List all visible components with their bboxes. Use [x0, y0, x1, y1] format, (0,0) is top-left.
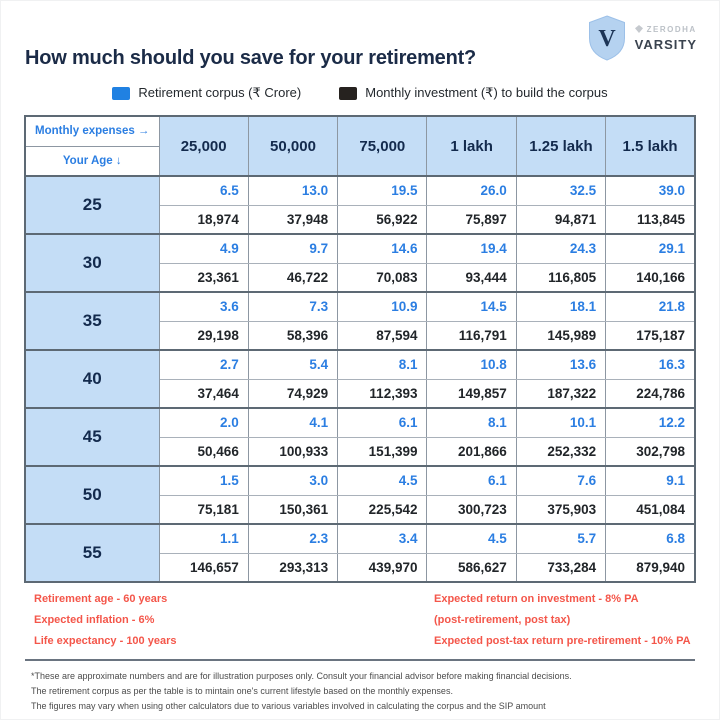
investment-value: 201,866	[427, 437, 516, 466]
corpus-value: 6.5	[159, 176, 248, 205]
investment-value: 37,948	[248, 205, 337, 234]
table-row	[25, 292, 695, 321]
corpus-value: 8.1	[338, 350, 427, 379]
page-title: How much should you save for your retirement?	[25, 47, 477, 69]
corpus-value: 21.8	[606, 292, 695, 321]
product-name: VARSITY	[634, 36, 697, 52]
column-header: 75,000	[338, 116, 427, 176]
assumptions	[34, 593, 693, 656]
corpus-value: 4.5	[338, 466, 427, 495]
column-header: 1.5 lakh	[606, 116, 695, 176]
investment-value: 586,627	[427, 553, 516, 582]
corpus-value: 2.0	[159, 408, 248, 437]
corpus-value: 1.1	[159, 524, 248, 553]
corpus-value: 5.4	[248, 350, 337, 379]
corpus-value: 13.6	[516, 350, 605, 379]
table-row	[25, 524, 695, 553]
corpus-value: 3.0	[248, 466, 337, 495]
age-cell: 50	[25, 466, 159, 524]
age-cell: 40	[25, 350, 159, 408]
assumption-item: (post-retirement, post tax)	[434, 614, 571, 626]
age-cell: 45	[25, 408, 159, 466]
age-cell: 55	[25, 524, 159, 582]
corpus-value: 2.3	[248, 524, 337, 553]
corpus-value: 26.0	[427, 176, 516, 205]
column-header: 50,000	[248, 116, 337, 176]
assumption-item: Retirement age - 60 years	[34, 593, 168, 605]
investment-value: 18,974	[159, 205, 248, 234]
investment-value: 37,464	[159, 379, 248, 408]
corpus-value: 19.5	[338, 176, 427, 205]
investment-value: 116,791	[427, 321, 516, 350]
corpus-value: 14.5	[427, 292, 516, 321]
investment-value: 451,084	[606, 495, 695, 524]
investment-value: 93,444	[427, 263, 516, 292]
varsity-shield-icon	[587, 15, 627, 61]
corpus-value: 10.9	[338, 292, 427, 321]
investment-value: 733,284	[516, 553, 605, 582]
footnote-item: The retirement corpus as per the table is to mintain one's current lifestyle based on the monthly expenses.	[31, 686, 453, 696]
corpus-value: 18.1	[516, 292, 605, 321]
column-header: 1 lakh	[427, 116, 516, 176]
your-age-label: Your Age ↓	[62, 154, 122, 167]
investment-swatch-icon	[339, 87, 357, 100]
investment-value: 113,845	[606, 205, 695, 234]
table-row	[25, 466, 695, 495]
corpus-value: 24.3	[516, 234, 605, 263]
investment-value: 56,922	[338, 205, 427, 234]
corpus-value: 9.7	[248, 234, 337, 263]
column-header: 1.25 lakh	[516, 116, 605, 176]
corpus-value: 8.1	[427, 408, 516, 437]
investment-value: 150,361	[248, 495, 337, 524]
corpus-value: 4.9	[159, 234, 248, 263]
assumptions-right	[434, 593, 691, 656]
brand-name: ZERODHA	[646, 24, 697, 34]
corpus-legend-label: Retirement corpus (₹ Crore)	[138, 85, 302, 100]
age-cell: 35	[25, 292, 159, 350]
divider-line	[25, 659, 695, 661]
investment-value: 23,361	[159, 263, 248, 292]
investment-value: 302,798	[606, 437, 695, 466]
investment-value: 46,722	[248, 263, 337, 292]
monthly-expenses-label: Monthly expenses →	[26, 117, 159, 147]
investment-value: 175,187	[606, 321, 695, 350]
zerodha-varsity-logo	[587, 15, 697, 61]
corpus-value: 2.7	[159, 350, 248, 379]
legend-item-investment	[339, 85, 607, 101]
corpus-value: 4.1	[248, 408, 337, 437]
corpus-value: 14.6	[338, 234, 427, 263]
table-header-row	[25, 116, 695, 176]
corpus-value: 12.2	[606, 408, 695, 437]
svg-text:V: V	[597, 26, 616, 52]
investment-value: 29,198	[159, 321, 248, 350]
age-cell: 30	[25, 234, 159, 292]
investment-value: 87,594	[338, 321, 427, 350]
table-row	[25, 408, 695, 437]
investment-value: 252,332	[516, 437, 605, 466]
investment-value: 225,542	[338, 495, 427, 524]
corpus-value: 4.5	[427, 524, 516, 553]
assumption-item: Life expectancy - 100 years	[34, 635, 177, 647]
age-cell: 25	[25, 176, 159, 234]
investment-value: 439,970	[338, 553, 427, 582]
investment-value: 300,723	[427, 495, 516, 524]
corpus-value: 1.5	[159, 466, 248, 495]
corpus-value: 9.1	[606, 466, 695, 495]
investment-value: 116,805	[516, 263, 605, 292]
corpus-value: 10.1	[516, 408, 605, 437]
investment-value: 112,393	[338, 379, 427, 408]
corpus-value: 10.8	[427, 350, 516, 379]
investment-value: 151,399	[338, 437, 427, 466]
table-body	[25, 176, 695, 582]
footnote-item: The figures may vary when using other calculators due to various variables involved in calculating the corpus and the SIP amount	[31, 701, 546, 711]
corpus-value: 7.3	[248, 292, 337, 321]
corpus-value: 5.7	[516, 524, 605, 553]
investment-value: 145,989	[516, 321, 605, 350]
investment-value: 146,657	[159, 553, 248, 582]
investment-legend-label: Monthly investment (₹) to build the corpus	[365, 85, 608, 100]
investment-value: 50,466	[159, 437, 248, 466]
corpus-value: 32.5	[516, 176, 605, 205]
corpus-swatch-icon	[112, 87, 130, 100]
corpus-value: 16.3	[606, 350, 695, 379]
corner-cell	[25, 116, 159, 176]
corpus-value: 6.8	[606, 524, 695, 553]
corpus-value: 3.6	[159, 292, 248, 321]
corpus-value: 13.0	[248, 176, 337, 205]
corpus-value: 39.0	[606, 176, 695, 205]
corpus-value: 3.4	[338, 524, 427, 553]
table-row	[25, 350, 695, 379]
zerodha-kite-icon	[635, 25, 643, 33]
investment-value: 75,897	[427, 205, 516, 234]
corpus-value: 6.1	[338, 408, 427, 437]
investment-value: 58,396	[248, 321, 337, 350]
footnotes	[31, 669, 693, 714]
assumption-item: Expected post-tax return pre-retirement - 10% PA	[434, 635, 691, 647]
investment-value: 94,871	[516, 205, 605, 234]
retirement-table	[24, 115, 696, 583]
assumption-item: Expected inflation - 6%	[34, 614, 155, 626]
investment-value: 187,322	[516, 379, 605, 408]
corpus-value: 7.6	[516, 466, 605, 495]
legend-item-corpus	[112, 85, 301, 101]
legend	[1, 85, 719, 101]
table-row	[25, 176, 695, 205]
footnote-item: *These are approximate numbers and are for illustration purposes only. Consult your financial advisor before making financial decisions.	[31, 671, 572, 681]
investment-value: 293,313	[248, 553, 337, 582]
corpus-value: 6.1	[427, 466, 516, 495]
investment-value: 149,857	[427, 379, 516, 408]
corpus-value: 29.1	[606, 234, 695, 263]
investment-value: 140,166	[606, 263, 695, 292]
investment-value: 74,929	[248, 379, 337, 408]
column-header: 25,000	[159, 116, 248, 176]
assumption-item: Expected return on investment - 8% PA	[434, 593, 639, 605]
investment-value: 75,181	[159, 495, 248, 524]
investment-value: 375,903	[516, 495, 605, 524]
investment-value: 70,083	[338, 263, 427, 292]
table-row	[25, 234, 695, 263]
assumptions-left	[34, 593, 434, 656]
investment-value: 879,940	[606, 553, 695, 582]
investment-value: 100,933	[248, 437, 337, 466]
corpus-value: 19.4	[427, 234, 516, 263]
investment-value: 224,786	[606, 379, 695, 408]
